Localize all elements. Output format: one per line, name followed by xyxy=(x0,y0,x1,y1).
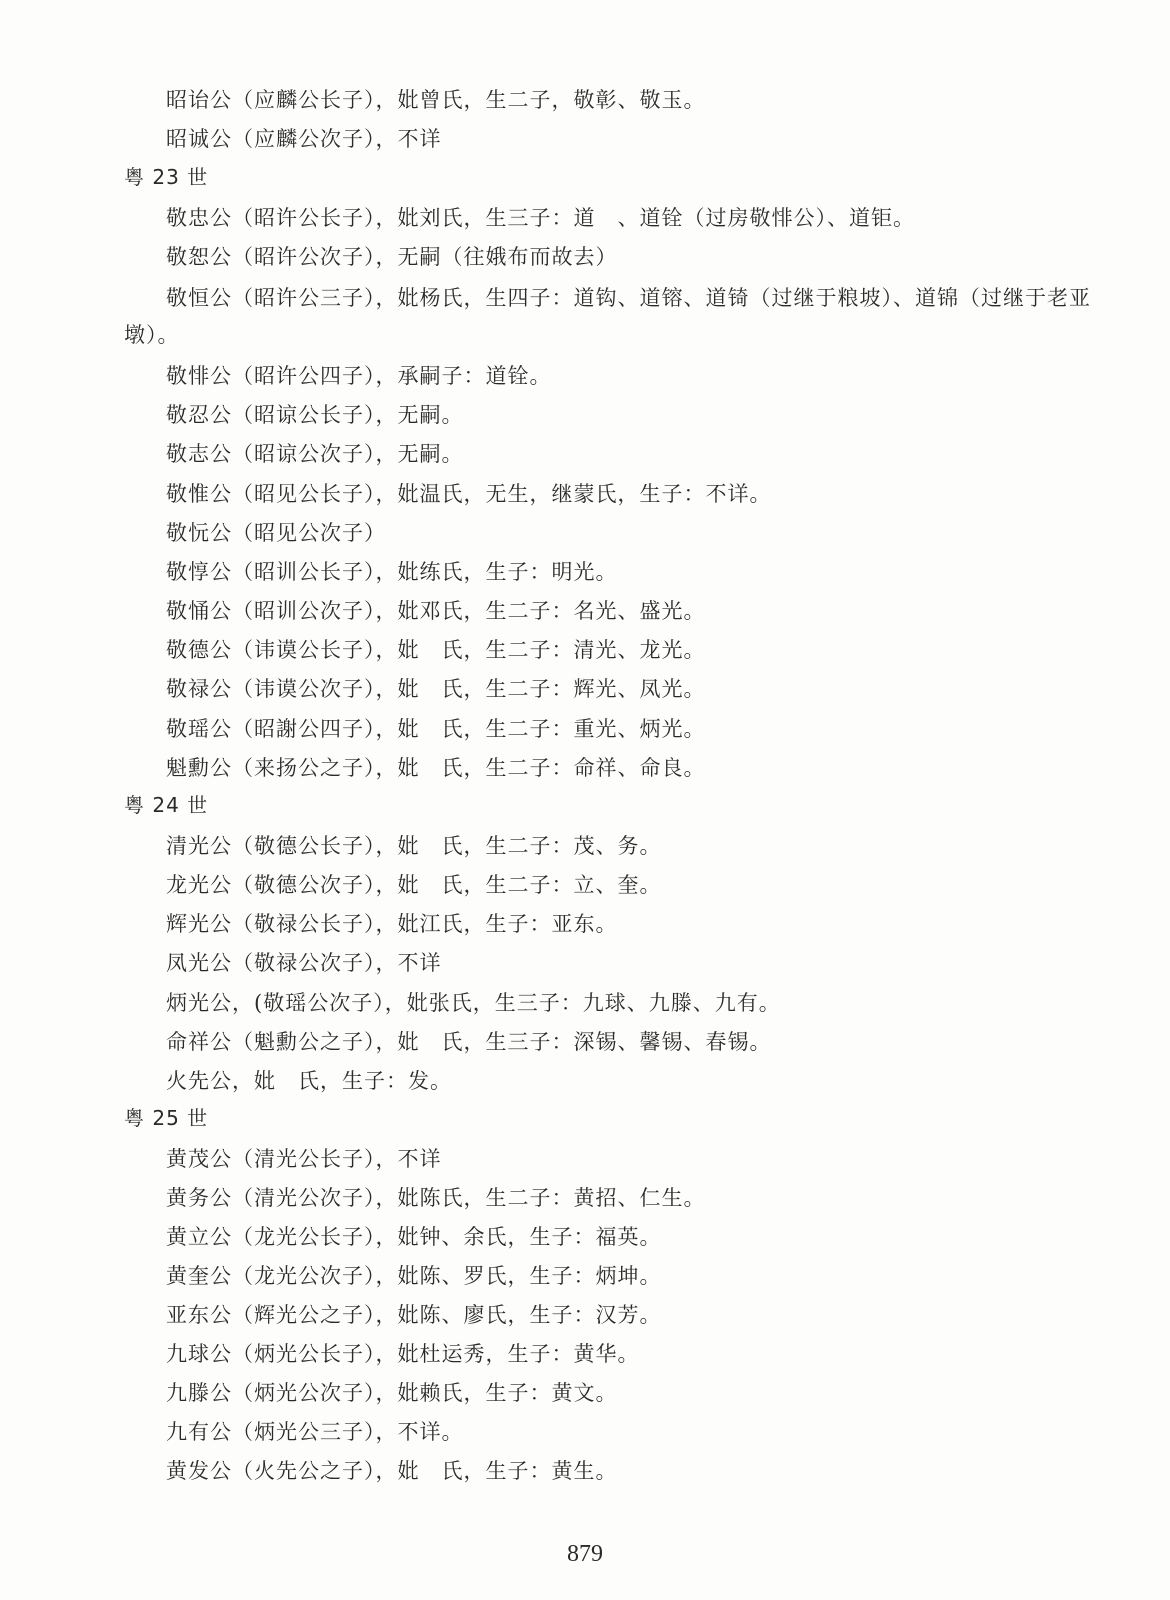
entry-line: 黄奎公（龙光公次子），妣陈、罗氏，生子：炳坤。 xyxy=(166,1264,662,1288)
entry-line: 凤光公（敬禄公次子），不详 xyxy=(166,951,442,975)
entry-line: 敬恒公（昭许公三子），妣杨氏，生四子：道钩、道镕、道锜（过继于粮坡）、道锦（过继于老亚 xyxy=(166,286,1091,310)
entry-line: 魁勳公（来扬公之子），妣 氏，生二子：命祥、命良。 xyxy=(166,756,706,780)
entry-line: 辉光公（敬禄公长子），妣江氏，生子：亚东。 xyxy=(166,912,618,936)
entry-line: 敬忍公（昭谅公长子），无嗣。 xyxy=(166,403,464,427)
entry-line: 九有公（炳光公三子），不详。 xyxy=(166,1420,464,1444)
entry-line: 亚东公（辉光公之子），妣陈、廖氏，生子：汉芳。 xyxy=(166,1303,662,1327)
entry-line: 敬忨公（昭见公次子） xyxy=(166,521,386,545)
entry-line: 敬忠公（昭许公长子），妣刘氏，生三子：道 、道铨（过房敬悱公）、道钜。 xyxy=(166,206,915,230)
entry-line: 炳光公，(敬瑶公次子），妣张氏，生三子：九球、九滕、九有。 xyxy=(166,991,781,1015)
entry-line: 敬悱公（昭许公四子），承嗣子：道铨。 xyxy=(166,364,552,388)
entry-line: 九球公（炳光公长子），妣杜运秀，生子：黄华。 xyxy=(166,1342,640,1366)
entry-line: 黄立公（龙光公长子），妣钟、余氏，生子：福英。 xyxy=(166,1225,662,1249)
entry-line: 敬恕公（昭许公次子），无嗣（往娥布而故去） xyxy=(166,245,618,269)
entry-line: 九滕公（炳光公次子），妣赖氏，生子：黄文。 xyxy=(166,1381,618,1405)
entry-line: 敬惇公（昭训公长子），妣练氏，生子：明光。 xyxy=(166,560,618,584)
entry-line: 敬瑶公（昭謝公四子），妣 氏，生二子：重光、炳光。 xyxy=(166,717,706,741)
generation-heading: 粤 25 世 xyxy=(124,1106,209,1130)
entry-line: 清光公（敬德公长子），妣 氏，生二子：茂、务。 xyxy=(166,834,662,858)
entry-line: 昭诒公（应麟公长子），妣曾氏，生二子，敬彰、敬玉。 xyxy=(166,88,706,112)
entry-line: 敬悀公（昭训公次子），妣邓氏，生二子：名光、盛光。 xyxy=(166,599,706,623)
entry-line: 命祥公（魁勳公之子），妣 氏，生三子：深锡、馨锡、春锡。 xyxy=(166,1030,772,1054)
page-number: 879 xyxy=(567,1541,603,1567)
entry-line: 敬德公（讳谟公长子），妣 氏，生二子：清光、龙光。 xyxy=(166,638,706,662)
entry-line: 敬禄公（讳谟公次子），妣 氏，生二子：辉光、凤光。 xyxy=(166,677,706,701)
entry-line: 昭诚公（应麟公次子），不详 xyxy=(166,127,442,151)
entry-line: 敬惟公（昭见公长子），妣温氏，无生，继蒙氏，生子：不详。 xyxy=(166,482,772,506)
entry-line: 黄发公（火先公之子），妣 氏，生子：黄生。 xyxy=(166,1459,618,1483)
entry-line: 火先公，妣 氏，生子：发。 xyxy=(166,1069,452,1093)
entry-line: 敬志公（昭谅公次子），无嗣。 xyxy=(166,442,464,466)
generation-heading: 粤 23 世 xyxy=(124,165,209,189)
entry-line: 龙光公（敬德公次子），妣 氏，生二子：立、奎。 xyxy=(166,873,662,897)
entry-line: 黄务公（清光公次子），妣陈氏，生二子：黄招、仁生。 xyxy=(166,1186,706,1210)
entry-continuation: 墩）。 xyxy=(124,323,180,347)
generation-heading: 粤 24 世 xyxy=(124,793,209,817)
entry-line: 黄茂公（清光公长子），不详 xyxy=(166,1147,442,1171)
